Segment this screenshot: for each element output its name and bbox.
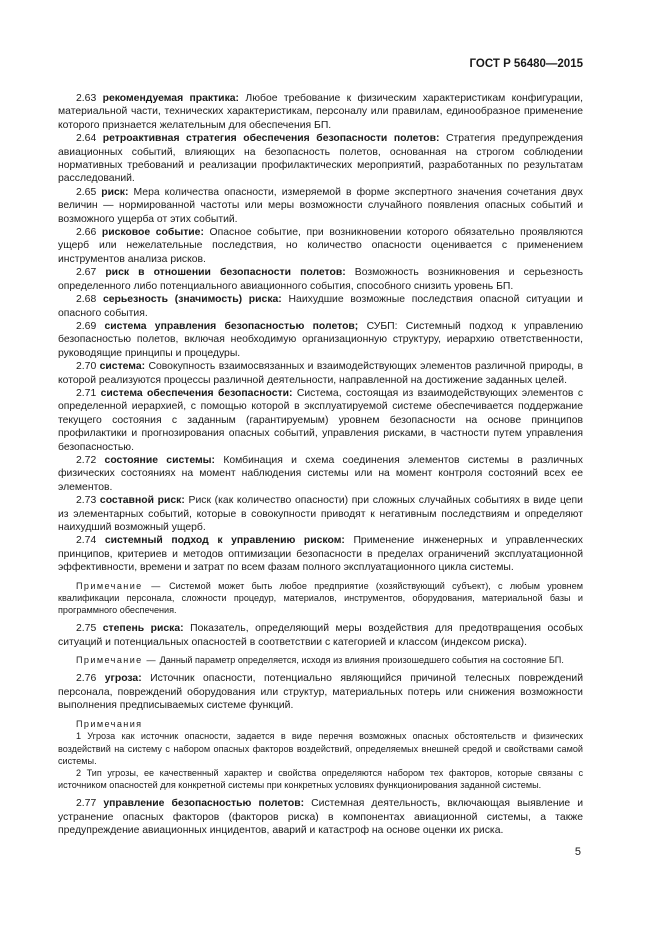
entry-2-73: [58, 494, 583, 534]
entry-term: риск:: [101, 186, 129, 198]
entry-term: угроза:: [104, 673, 142, 685]
entry-text: Совокупность взаимосвязанных и взаимодействующих элементов различной природы, в которой реализуются процессы различной деятельности, направленной на достижение заданных целей.: [58, 361, 583, 386]
entry-number: 2.77: [76, 798, 97, 810]
entry-number: 2.67: [76, 267, 97, 279]
entry-2-67: [58, 266, 583, 293]
note-text: Системой может быть любое предприятие (хозяйствующий субъект), с любым уровнем квалификации персонала, сложности процедур, материалов, инструментов, оборудования, материальной базы и программного обеспечения.: [58, 580, 583, 616]
entry-2-64: [58, 132, 583, 186]
notes-heading: Примечания: [76, 719, 143, 730]
entry-2-69: [58, 320, 583, 360]
entry-term: риск в отношении безопасности полетов:: [105, 267, 346, 279]
page-number: 5: [574, 846, 581, 858]
entry-term: составной риск:: [99, 495, 185, 507]
entry-term: система:: [99, 361, 146, 373]
entry-text: Комбинация и схема соединения элементов системы в различных физических состояниях на момент наблюдения системы или на момент контроля состояний всех ее элементов.: [58, 454, 583, 493]
entry-text: Риск (как количество опасности) при сложных случайных событиях в виде цепи из элементарных событий, которые в совокупности приводят к негативным последствиям и определяют наихудший возможный ущерб.: [58, 495, 583, 533]
entry-term: ретроактивная стратегия обеспечения безопасности полетов:: [102, 133, 440, 145]
entry-text: Наихудшие возможные последствия опасной ситуации и опасного события.: [58, 294, 583, 319]
entry-2-75: [58, 622, 583, 649]
entry-text: Опасное событие, при возникновении которого обязательно проявляются ущерб или нежелательные последствия, но количество опасности оценивается с применением инструментов анализа рисков.: [58, 227, 583, 265]
entry-term: рекомендуемая практика:: [102, 93, 240, 104]
entry-text: Показатель, определяющий меры воздействия для предотвращения особых ситуаций и потенциальных опасностей в соответствии с категорией и классом (индексом риска).: [58, 623, 583, 648]
note-2-75: [58, 654, 583, 666]
note-text: Данный параметр определяется, исходя из влияния произошедшего события на состояние БП.: [159, 655, 564, 666]
entry-text: Источник опасности, потенциально являющийся причиной телесных повреждений персонала, повреждений оборудования или структур, материальных потерь или снижения возможности выполнения предписываемых системе функций.: [58, 673, 584, 712]
entry-number: 2.66: [76, 227, 97, 239]
entry-number: 2.68: [76, 294, 97, 306]
entry-number: 2.75: [76, 623, 97, 635]
entry-number: 2.74: [76, 535, 97, 547]
note-item-1: 1 Угроза как источник опасности, задается в виде перечня возможных опасных обстоятельств и физических воздействий на систему с набором опасных факторов воздействий, определяемых внешней средой и свойствами самой системы.: [58, 731, 583, 766]
entry-2-68: [58, 293, 583, 320]
entry-text: Любое требование к физическим характеристикам конфигурации, материальной части, технических характеристикам, персоналу или правилам, единообразное применение которого признается желательным для обеспечения БП.: [58, 93, 583, 131]
note-item-2: 2 Тип угрозы, ее качественный характер и свойства определяются набором тех факторов, которые связаны с источником опасностей для конкретной системы при конкретных условиях функционирования заданной системы.: [58, 768, 583, 791]
entry-term: система обеспечения безопасности:: [100, 387, 293, 399]
entry-text: Системная деятельность, включающая выявление и устранение опасных факторов (факторов риска) в компонентах авиационной системы, а также предупреждение авиационных инцидентов, аварий и катастроф на основе оценки их риска.: [58, 798, 584, 837]
note-label: Примечание —: [76, 580, 162, 591]
entry-2-70: [58, 360, 583, 387]
entry-2-72: [58, 454, 583, 494]
entry-number: 2.76: [76, 673, 97, 685]
entry-term: системный подход к управлению риском:: [104, 535, 345, 547]
entry-text: Мера количества опасности, измеряемой в форме экспертного значения сочетания двух величин — нормированной частоты или меры возможности случайного появления опасных событий и возможного ущерба от этих событий.: [58, 186, 583, 225]
entry-number: 2.72: [76, 454, 97, 466]
entry-text: Применение инженерных и управленческих принципов, критериев и методов оптимизации безопасности в пределах ограничений эксплуатационной эффективности, времени и затрат по всем фазам полного эксплуатационного цикла системы.: [58, 535, 583, 574]
entry-number: 2.73: [76, 495, 97, 507]
entry-text: СУБП: Системный подход к управлению безопасностью полетов, включая необходимую организационную структуру, иерархию ответственности, руководящие принципы и процедуры.: [58, 320, 584, 359]
entry-number: 2.63: [76, 93, 97, 104]
entry-text: Стратегия предупреждения авиационных событий, влияющих на безопасность полетов, основанная на строгом соблюдении нормативных требований и реализации профилактических мероприятий, разработанных по результатам расследований.: [58, 133, 584, 185]
entry-term: управление безопасностью полетов:: [103, 798, 305, 810]
entry-2-65: [58, 186, 583, 226]
entry-term: состояние системы:: [104, 454, 215, 466]
entry-text: Возможность возникновения и серьезность определенного либо потенциального авиационного события, способного снизить уровень БП.: [58, 267, 583, 292]
entry-2-71: [58, 387, 583, 454]
entry-term: серьезность (значимость) риска:: [103, 294, 282, 306]
entry-2-74: [58, 534, 583, 574]
entry-number: 2.71: [76, 387, 97, 399]
entry-number: 2.64: [76, 133, 97, 145]
entry-2-77: [58, 797, 583, 837]
entry-term: система управления безопасностью полетов;: [104, 320, 359, 332]
entry-2-76: [58, 672, 583, 712]
entry-term: степень риска:: [102, 623, 184, 635]
entry-2-66: [58, 226, 583, 266]
standard-number: ГОСТ Р 56480—2015: [469, 58, 583, 70]
entry-number: 2.69: [76, 320, 97, 332]
entry-number: 2.65: [76, 186, 97, 198]
page-content: [58, 92, 583, 838]
note-2-74: [58, 580, 583, 617]
entry-term: рисковое событие:: [101, 227, 204, 239]
entry-text: Система, состоящая из взаимодействующих элементов с определенной иерархией, с помощью которой в эксплуатируемой системе обеспечивается поддержание текущего состояния с заданным (гарантируемым) уровнем безопасности на основе принципов профилактики и прогнозирования опасных событий, управления рисками, в частности путем управления безопасностью.: [58, 387, 584, 453]
entry-2-63: [58, 92, 583, 132]
entry-number: 2.70: [76, 361, 97, 373]
note-label: Примечание —: [76, 655, 158, 666]
